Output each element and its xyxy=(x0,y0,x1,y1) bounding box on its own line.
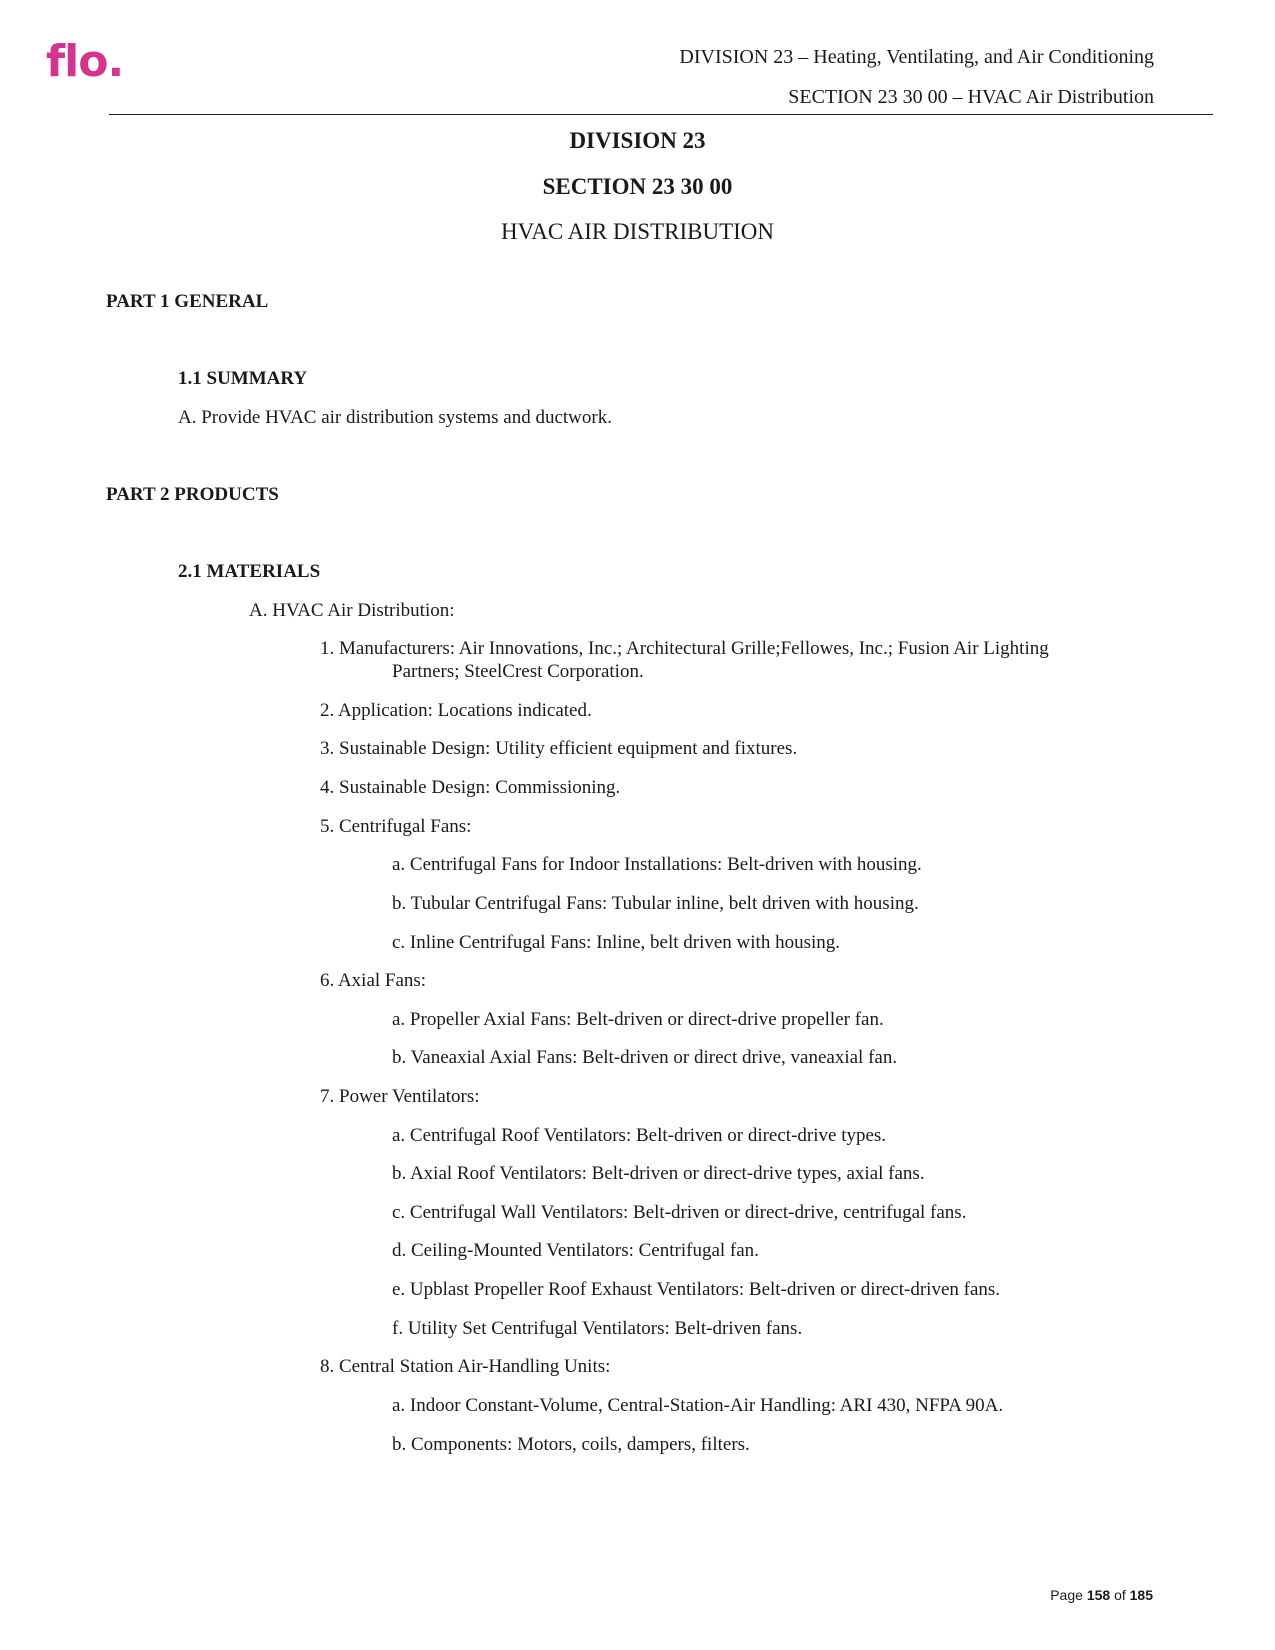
list-item-3: 3. Sustainable Design: Utility efficient equipment and fixtures. xyxy=(320,738,798,759)
list-item-7c: c. Centrifugal Wall Ventilators: Belt-driven or direct-drive, centrifugal fans. xyxy=(392,1202,967,1223)
list-item-2: 2. Application: Locations indicated. xyxy=(320,700,592,721)
page-label: Page xyxy=(1050,1587,1083,1603)
list-item-7a: a. Centrifugal Roof Ventilators: Belt-driven or direct-drive types. xyxy=(392,1125,887,1146)
list-item-7e: e. Upblast Propeller Roof Exhaust Ventilators: Belt-driven or direct-driven fans. xyxy=(392,1279,1001,1300)
summary-heading: 1.1 SUMMARY xyxy=(178,368,308,389)
list-item-6a: a. Propeller Axial Fans: Belt-driven or direct-drive propeller fan. xyxy=(392,1009,884,1030)
list-item-5c: c. Inline Centrifugal Fans: Inline, belt driven with housing. xyxy=(392,932,841,953)
list-item-7f: f. Utility Set Centrifugal Ventilators: Belt-driven fans. xyxy=(392,1318,803,1339)
list-item-6: 6. Axial Fans: xyxy=(320,970,427,991)
summary-item-a: A. Provide HVAC air distribution systems and ductwork. xyxy=(178,407,612,428)
list-item-5a: a. Centrifugal Fans for Indoor Installations: Belt-driven with housing. xyxy=(392,854,922,875)
page-number xyxy=(1050,1587,1153,1603)
title-name: HVAC AIR DISTRIBUTION xyxy=(500,219,775,244)
header-rule xyxy=(109,114,1213,115)
part1-heading: PART 1 GENERAL xyxy=(106,291,269,312)
list-item-4: 4. Sustainable Design: Commissioning. xyxy=(320,777,621,798)
header-division: DIVISION 23 – Heating, Ventilating, and Air Conditioning xyxy=(679,46,1154,68)
page-current: 158 xyxy=(1086,1587,1111,1603)
list-item-5b: b. Tubular Centrifugal Fans: Tubular inline, belt driven with housing. xyxy=(392,893,919,914)
list-item-6b: b. Vaneaxial Axial Fans: Belt-driven or direct drive, vaneaxial fan. xyxy=(392,1047,898,1068)
list-item-8a: a. Indoor Constant-Volume, Central-Station-Air Handling: ARI 430, NFPA 90A. xyxy=(392,1395,1004,1416)
header-section: SECTION 23 30 00 – HVAC Air Distribution xyxy=(788,86,1154,108)
list-item-1: 1. Manufacturers: Air Innovations, Inc.; Architectural Grille;Fellowes, Inc.; Fusion Air Lighting xyxy=(320,638,1049,659)
list-item-7d: d. Ceiling-Mounted Ventilators: Centrifugal fan. xyxy=(392,1240,759,1261)
list-item-1-continued: Partners; SteelCrest Corporation. xyxy=(392,661,644,682)
list-item-7b: b. Axial Roof Ventilators: Belt-driven or direct-drive types, axial fans. xyxy=(392,1163,925,1184)
flo-logo: flo. xyxy=(46,36,124,87)
list-item-5: 5. Centrifugal Fans: xyxy=(320,816,472,837)
title-section: SECTION 23 30 00 xyxy=(542,174,733,199)
list-item-8b: b. Components: Motors, coils, dampers, filters. xyxy=(392,1434,750,1455)
part2-heading: PART 2 PRODUCTS xyxy=(106,484,279,505)
list-item-8: 8. Central Station Air-Handling Units: xyxy=(320,1356,611,1377)
list-item-7: 7. Power Ventilators: xyxy=(320,1086,480,1107)
title-division: DIVISION 23 xyxy=(569,128,706,153)
materials-item-a: A. HVAC Air Distribution: xyxy=(249,600,455,621)
page-total: 185 xyxy=(1129,1587,1153,1603)
materials-heading: 2.1 MATERIALS xyxy=(178,561,321,582)
page-of-label: of xyxy=(1114,1587,1126,1603)
